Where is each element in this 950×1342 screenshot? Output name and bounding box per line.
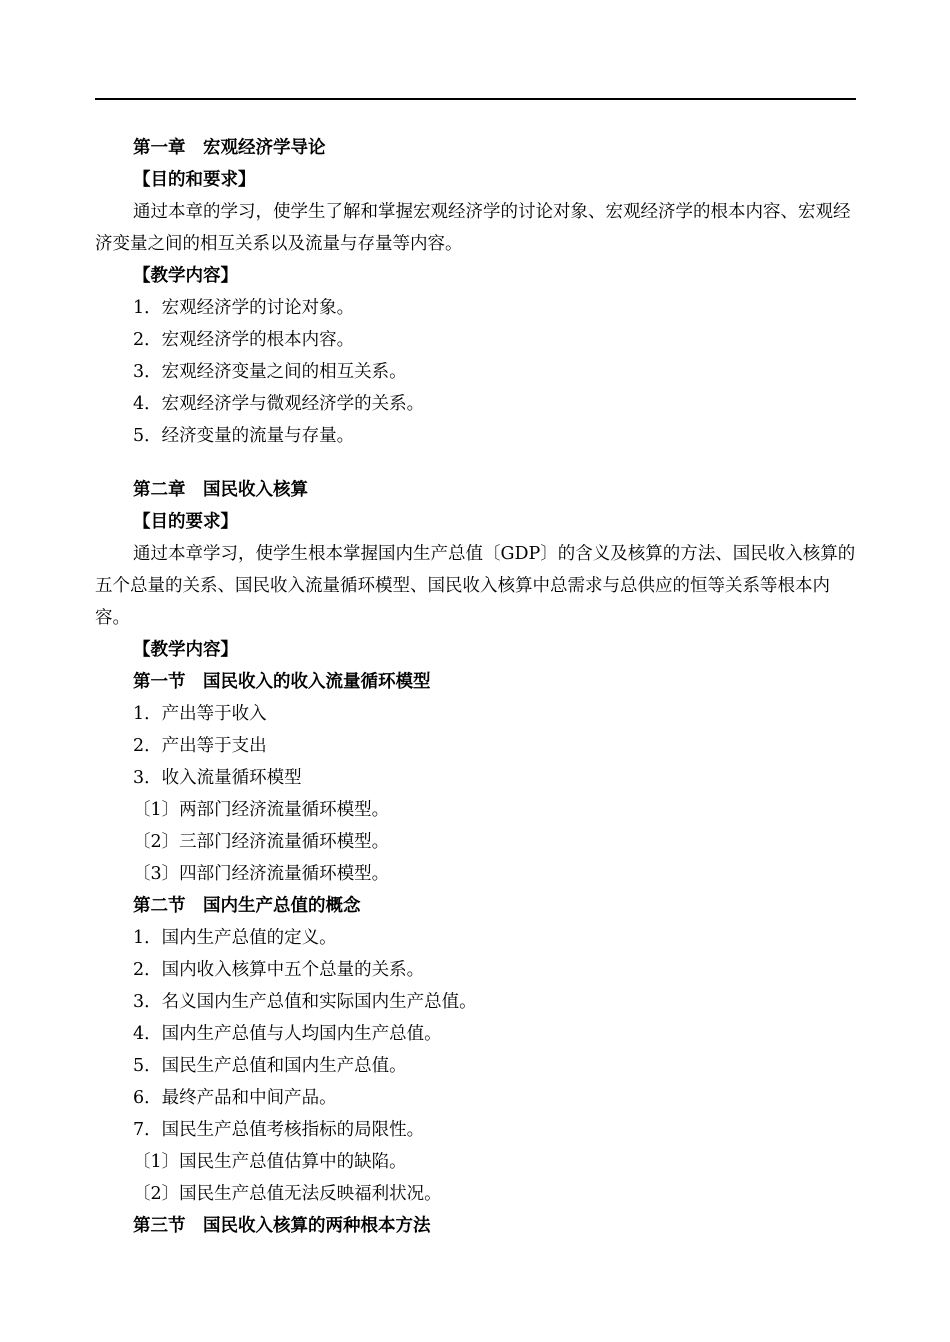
list-item: 5．国民生产总值和国内生产总值。 [133, 1056, 407, 1076]
list-item: 2．产出等于支出 [133, 736, 267, 756]
section1-title: 第一节 国民收入的收入流量循环模型 [133, 672, 431, 692]
chapter1-title: 第一章 宏观经济学导论 [133, 138, 326, 158]
chapter1-content-heading: 【教学内容】 [133, 266, 238, 286]
list-item: 2．宏观经济学的根本内容。 [133, 330, 355, 350]
list-item: 1．国内生产总值的定义。 [133, 928, 337, 948]
chapter2-objectives-text: 通过本章学习，使学生根本掌握国内生产总值〔GDP〕的含义及核算的方法、国民收入核算的五个总量的关系、国民收入流量循环模型、国民收入核算中总需求与总供应的恒等关系等根本内容。 [95, 544, 856, 628]
section3-title: 第三节 国民收入核算的两种根本方法 [133, 1216, 431, 1236]
list-item: 6．最终产品和中间产品。 [133, 1088, 337, 1108]
list-item: 〔1〕国民生产总值估算中的缺陷。 [133, 1152, 407, 1172]
chapter1-objectives-heading: 【目的和要求】 [133, 170, 256, 190]
document-body [95, 132, 857, 1242]
list-item: 7．国民生产总值考核指标的局限性。 [133, 1120, 425, 1140]
list-item: 3．宏观经济变量之间的相互关系。 [133, 362, 407, 382]
list-item: 1．宏观经济学的讨论对象。 [133, 298, 355, 318]
list-item: 〔3〕四部门经济流量循环模型。 [133, 864, 390, 884]
list-item: 〔1〕两部门经济流量循环模型。 [133, 800, 390, 820]
list-item: 3．收入流量循环模型 [133, 768, 302, 788]
list-item: 3．名义国内生产总值和实际国内生产总值。 [133, 992, 477, 1012]
section2-title: 第二节 国内生产总值的概念 [133, 896, 361, 916]
list-item: 5．经济变量的流量与存量。 [133, 426, 355, 446]
chapter1-objectives-text: 通过本章的学习，使学生了解和掌握宏观经济学的讨论对象、宏观经济学的根本内容、宏观经济变量之间的相互关系以及流量与存量等内容。 [95, 202, 851, 254]
chapter2-objectives-heading: 【目的要求】 [133, 512, 238, 532]
list-item: 4．国内生产总值与人均国内生产总值。 [133, 1024, 442, 1044]
chapter2-content-heading: 【教学内容】 [133, 640, 238, 660]
list-item: 2．国内收入核算中五个总量的关系。 [133, 960, 425, 980]
list-item: 〔2〕国民生产总值无法反映福利状况。 [133, 1184, 442, 1204]
chapter2-title: 第二章 国民收入核算 [133, 480, 308, 500]
list-item: 〔2〕三部门经济流量循环模型。 [133, 832, 390, 852]
chapter-spacer [95, 452, 857, 474]
list-item: 1．产出等于收入 [133, 704, 267, 724]
header-rule [95, 98, 856, 100]
list-item: 4．宏观经济学与微观经济学的关系。 [133, 394, 425, 414]
